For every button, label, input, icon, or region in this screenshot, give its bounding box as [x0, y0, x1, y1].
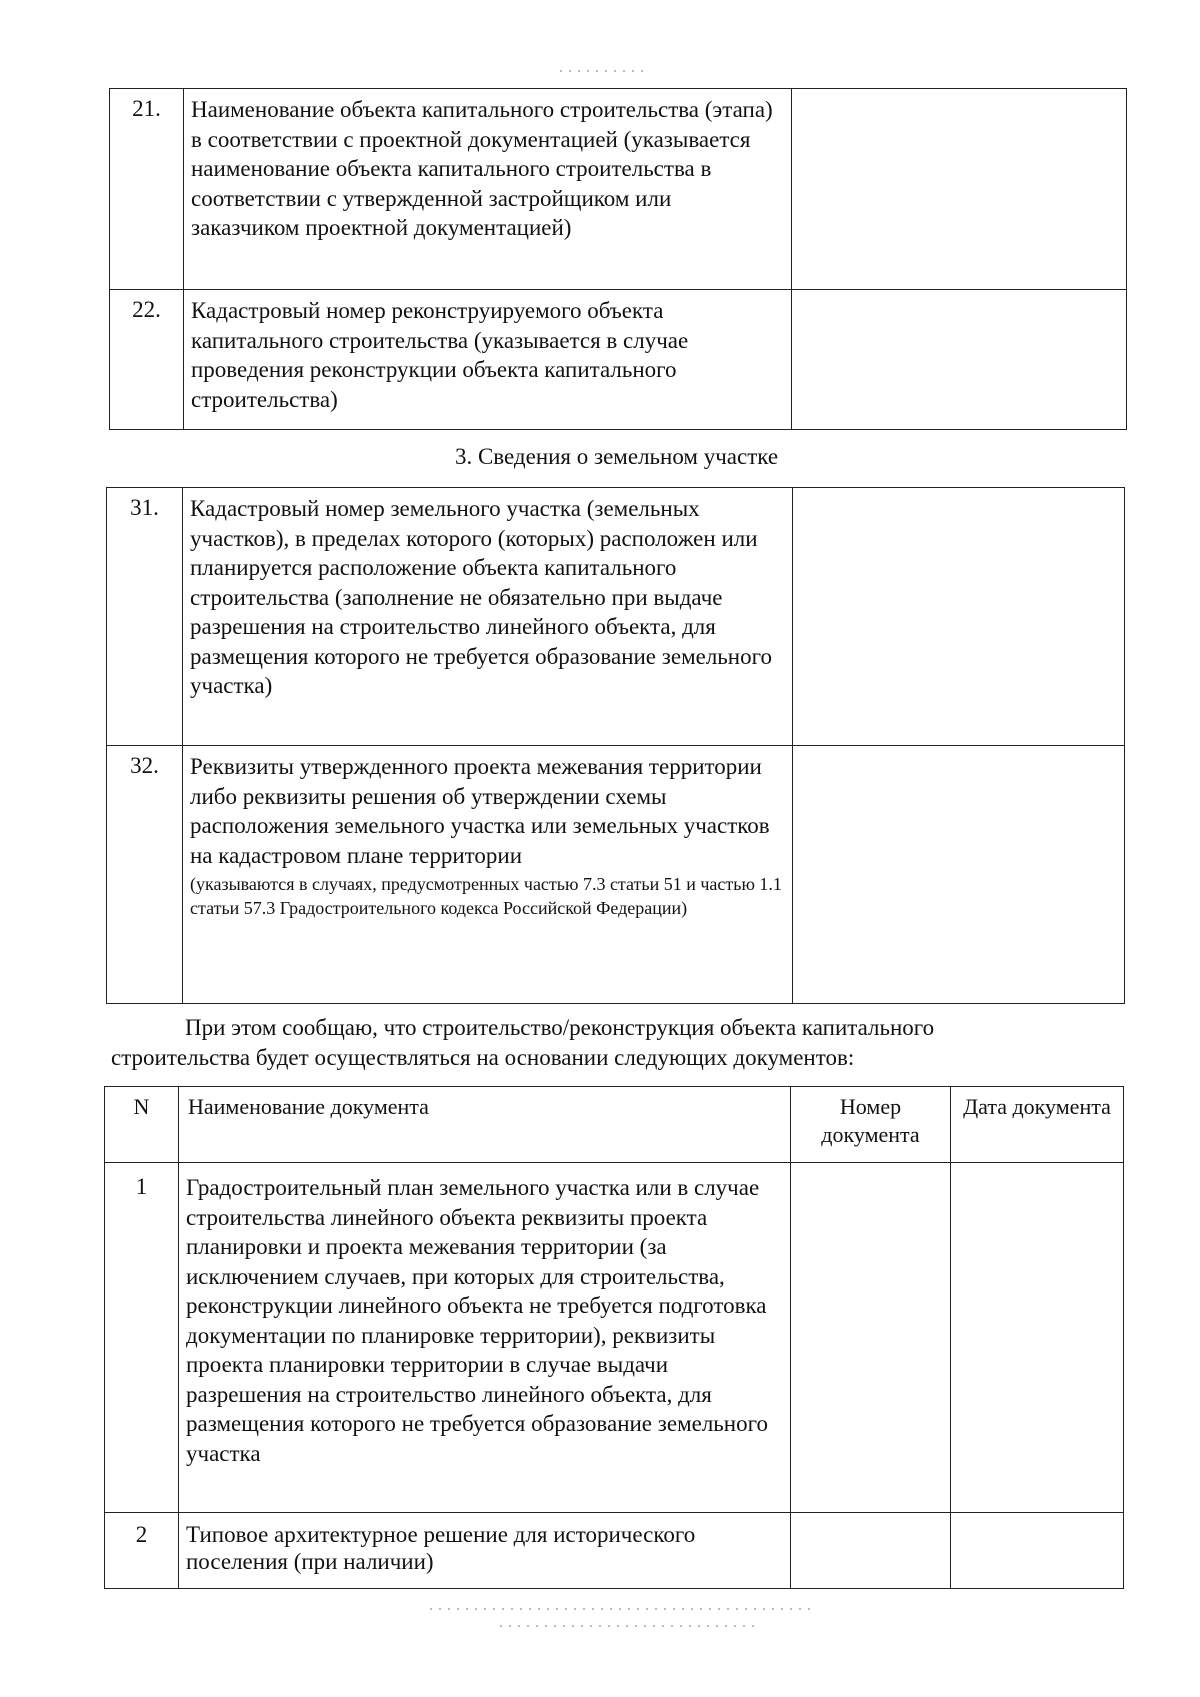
row-description: [183, 746, 793, 1004]
row-number: 31.: [107, 488, 183, 746]
table-row: [110, 89, 1127, 290]
table-row: [107, 488, 1125, 746]
row-value-field[interactable]: [792, 89, 1127, 290]
row-description: Кадастровый номер земельного участка (земельных участков), в пределах которого (которых) расположен или планируется расположение объекта капитального строительства (заполнение не обязательно при выдаче разрешения на строительство линейного объекта, для размещения которого не требуется образование земельного участка): [183, 488, 793, 746]
statement-line-2: строительства будет осуществляться на основании следующих документов:: [111, 1044, 855, 1070]
row-description: Кадастровый номер реконструируемого объекта капитального строительства (указывается в случае проведения реконструкции объекта капитального строительства): [184, 290, 792, 430]
statement-paragraph: [111, 1013, 1089, 1072]
row-number: 2: [105, 1513, 179, 1589]
row-description-note: (указываются в случаях, предусмотренных частью 7.3 статьи 51 и частью 1.1 статьи 57.3 Градостроительного кодекса Российской Федерации): [190, 874, 782, 918]
table-row: [105, 1163, 1124, 1513]
section2-table: [109, 88, 1127, 430]
document-date-field[interactable]: [951, 1163, 1124, 1513]
scan-artifact-top: [560, 70, 650, 72]
row-description: Наименование объекта капитального строительства (этапа) в соответствии с проектной документацией (указывается наименование объекта капитального строительства в соответствии с утвержденной застройщиком или заказчиком проектной документацией): [184, 89, 792, 290]
scan-artifact-bottom: [430, 1608, 810, 1610]
document-number-field[interactable]: [791, 1513, 951, 1589]
document-number-field[interactable]: [791, 1163, 951, 1513]
row-number: 1: [105, 1163, 179, 1513]
table-row: [107, 746, 1125, 1004]
documents-table: [104, 1086, 1124, 1589]
row-number: 21.: [110, 89, 184, 290]
document-name: Градостроительный план земельного участка или в случае строительства линейного объекта реквизиты проекта планировки и проекта межевания территории (за исключением случаев, при которых для строительства, реконструкции линейного объекта не требуется подготовка документации по планировке территории), реквизиты проекта планировки территории в случае выдачи разрешения на строительство линейного объекта, для размещения которого не требуется образование земельного участка: [179, 1163, 791, 1513]
document-date-field[interactable]: [951, 1513, 1124, 1589]
header-date: Дата документа: [951, 1087, 1124, 1163]
table-header-row: [105, 1087, 1124, 1163]
document-name: Типовое архитектурное решение для исторического поселения (при наличии): [179, 1513, 791, 1589]
section3-table: [106, 487, 1125, 1004]
row-value-field[interactable]: [793, 488, 1125, 746]
table-row: [110, 290, 1127, 430]
statement-line-1: При этом сообщаю, что строительство/реконструкция объекта капитального: [185, 1015, 935, 1040]
row-value-field[interactable]: [792, 290, 1127, 430]
header-number: Номер документа: [791, 1087, 951, 1163]
row-number: 22.: [110, 290, 184, 430]
header-name: Наименование документа: [179, 1087, 791, 1163]
row-value-field[interactable]: [793, 746, 1125, 1004]
header-num: N: [105, 1087, 179, 1163]
scan-artifact-bottom-2: [500, 1625, 760, 1627]
table-row: [105, 1513, 1124, 1589]
row-number: 32.: [107, 746, 183, 1004]
section-heading: 3. Сведения о земельном участке: [454, 444, 779, 469]
row-description-main: Реквизиты утвержденного проекта межевания территории либо реквизиты решения об утверждении схемы расположения земельного участка или земельных участков на кадастровом плане территории: [190, 754, 770, 868]
